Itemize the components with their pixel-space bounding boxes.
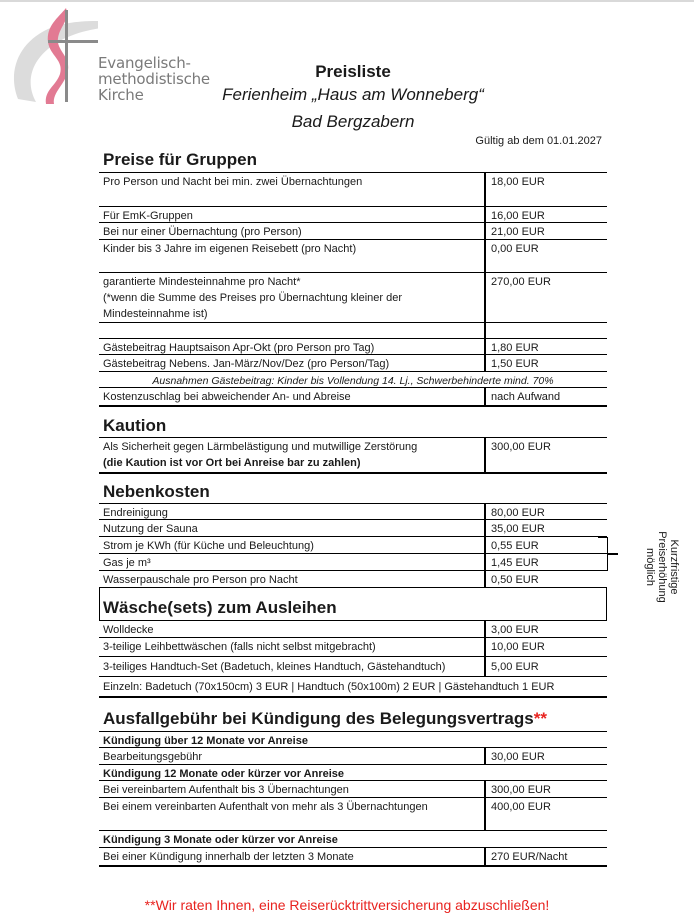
table-row	[99, 536, 607, 553]
row-label: Wolldecke	[103, 624, 154, 636]
insurance-footnote: **Wir raten Ihnen, eine Reiserücktrittversicherung abzuschließen!	[144, 897, 550, 913]
row-label-line: Mindesteinnahme ist)	[103, 308, 208, 320]
row-label-line: garantierte Mindesteinnahme pro Nacht*	[103, 276, 301, 288]
divider	[99, 472, 607, 474]
row-label: Strom je KWh (für Küche und Beleuchtung)	[103, 540, 314, 552]
emk-logo	[8, 4, 228, 104]
row-value: 0,00 EUR	[491, 243, 539, 255]
logo-line: Evangelisch-	[98, 54, 191, 72]
row-label	[103, 274, 483, 322]
row-label	[103, 439, 483, 471]
row-value: nach Aufwand	[491, 391, 561, 403]
table-row	[99, 519, 607, 536]
row-heading: Kündigung 3 Monate oder kürzer vor Anreise	[103, 834, 338, 846]
row-value: 30,00 EUR	[491, 751, 545, 763]
row-label-line: (*wenn die Summe des Preises pro Übernachtung kleiner der	[103, 292, 402, 304]
row-label: Kinder bis 3 Jahre im eigenen Reisebett (pro Nacht)	[103, 243, 357, 255]
price-increase-bracket	[598, 537, 608, 571]
row-label: Bearbeitungsgebühr	[103, 751, 203, 763]
row-value: 300,00 EUR	[491, 441, 551, 453]
logo-line: methodistische	[98, 70, 210, 88]
single-items-label: Einzeln: Badetuch (70x150cm) 3 EUR | Handtuch (50x100m) 2 EUR | Gästehandtuch 1 EUR	[103, 681, 555, 693]
price-increase-bracket-tick	[608, 553, 618, 555]
note-line: Preiserhöhung	[656, 531, 668, 603]
table-row	[99, 676, 607, 696]
row-value: 80,00 EUR	[491, 507, 545, 519]
footnote-marker: **	[533, 709, 547, 728]
row-label: Endreinigung	[103, 507, 168, 519]
row-label: Für EmK-Gruppen	[103, 210, 193, 222]
row-value: 1,80 EUR	[491, 342, 539, 354]
logo-wordmark	[98, 55, 210, 103]
row-value: 16,00 EUR	[491, 210, 545, 222]
row-value: 35,00 EUR	[491, 523, 545, 535]
divider	[99, 696, 607, 698]
row-value: 0,50 EUR	[491, 574, 539, 586]
row-value: 5,00 EUR	[491, 661, 539, 673]
page-location: Bad Bergzabern	[291, 112, 415, 131]
table-row	[99, 620, 607, 637]
row-label: Gästebeitrag Hauptsaison Apr-Okt (pro Person pro Tag)	[103, 342, 375, 354]
row-label: Bei einer Kündigung innerhalb der letzten 3 Monate	[103, 851, 354, 863]
table-row	[99, 206, 607, 222]
price-increase-note	[620, 522, 680, 612]
row-label: 3-teilige Leihbettwäschen (falls nicht selbst mitgebracht)	[103, 641, 376, 653]
table-row	[99, 338, 607, 354]
row-value: 10,00 EUR	[491, 641, 545, 653]
table-row	[99, 553, 607, 570]
row-label-line: (die Kaution ist vor Ort bei Anreise bar zu zahlen)	[103, 457, 361, 469]
row-label: Gas je m³	[103, 557, 151, 569]
section-title-deposit: Kaution	[103, 416, 167, 435]
row-value: 400,00 EUR	[491, 801, 551, 813]
table-row	[99, 222, 607, 239]
row-value: 21,00 EUR	[491, 226, 545, 238]
table-row-note	[99, 371, 607, 387]
table-row-heading	[99, 830, 607, 847]
section-title-groups: Preise für Gruppen	[103, 150, 257, 169]
row-value: 3,00 EUR	[491, 624, 539, 636]
table-row	[99, 747, 607, 764]
table-row-heading	[99, 764, 607, 780]
table-row	[99, 797, 607, 830]
section-title-linen: Wäsche(sets) zum Ausleihen	[103, 598, 337, 617]
section-title-extras: Nebenkosten	[103, 482, 210, 501]
row-label: 3-teiliges Handtuch-Set (Badetuch, kleines Handtuch, Gästehandtuch)	[103, 661, 446, 673]
row-label-line: Als Sicherheit gegen Lärmbelästigung und mutwillige Zerstörung	[103, 441, 418, 453]
emk-logo-icon	[8, 4, 98, 104]
table-row-heading	[99, 731, 607, 747]
section-title-text: Ausfallgebühr bei Kündigung des Belegungsvertrags	[103, 709, 534, 728]
row-label: Kostenzuschlag bei abweichender An- und Abreise	[103, 391, 351, 403]
row-label: Gästebeitrag Nebens. Jan-März/Nov/Dez (pro Person/Tag)	[103, 358, 390, 370]
table-row	[99, 239, 607, 272]
row-heading: Kündigung über 12 Monate vor Anreise	[103, 735, 308, 747]
divider	[99, 405, 607, 407]
top-divider	[0, 0, 694, 2]
table-row	[99, 387, 607, 405]
table-row	[99, 437, 607, 472]
row-label: Bei einem vereinbarten Aufenthalt von mehr als 3 Übernachtungen	[103, 801, 428, 813]
row-value: 1,50 EUR	[491, 358, 539, 370]
row-label: Bei nur einer Übernachtung (pro Person)	[103, 226, 302, 238]
section-title-cancellation	[103, 709, 547, 729]
table-row	[99, 656, 607, 676]
page-subtitle: Ferienheim „Haus am Wonneberg“	[222, 85, 484, 104]
row-value: 300,00 EUR	[491, 784, 551, 796]
logo-line: Kirche	[98, 86, 144, 104]
note-line: Kurzfristige	[668, 539, 680, 595]
row-value: 270,00 EUR	[491, 276, 551, 288]
note-line: möglich	[644, 548, 656, 586]
valid-from: Gültig ab dem 01.01.2027	[475, 135, 602, 147]
row-label: Wasserpauschale pro Person pro Nacht	[103, 574, 298, 586]
row-value: 18,00 EUR	[491, 176, 545, 188]
row-value: 270 EUR/Nacht	[491, 851, 568, 863]
row-label: Pro Person und Nacht bei min. zwei Übernachtungen	[103, 176, 363, 188]
table-row	[99, 637, 607, 656]
table-row-empty	[99, 322, 607, 338]
page-title: Preisliste	[315, 62, 391, 81]
table-row	[99, 172, 607, 206]
table-row	[99, 272, 607, 322]
table-row	[99, 780, 607, 797]
table-row	[99, 503, 607, 519]
row-label: Nutzung der Sauna	[103, 523, 198, 535]
divider	[99, 865, 607, 867]
row-value: 1,45 EUR	[491, 557, 539, 569]
table-row	[99, 847, 607, 865]
row-label: Bei vereinbartem Aufenthalt bis 3 Übernachtungen	[103, 784, 349, 796]
row-heading: Kündigung 12 Monate oder kürzer vor Anreise	[103, 768, 345, 780]
table-row	[99, 354, 607, 371]
table-row	[99, 570, 607, 587]
row-value: 0,55 EUR	[491, 540, 539, 552]
guest-fee-exemption-note: Ausnahmen Gästebeitrag: Kinder bis Vollendung 14. Lj., Schwerbehinderte mind. 70%	[152, 375, 554, 387]
